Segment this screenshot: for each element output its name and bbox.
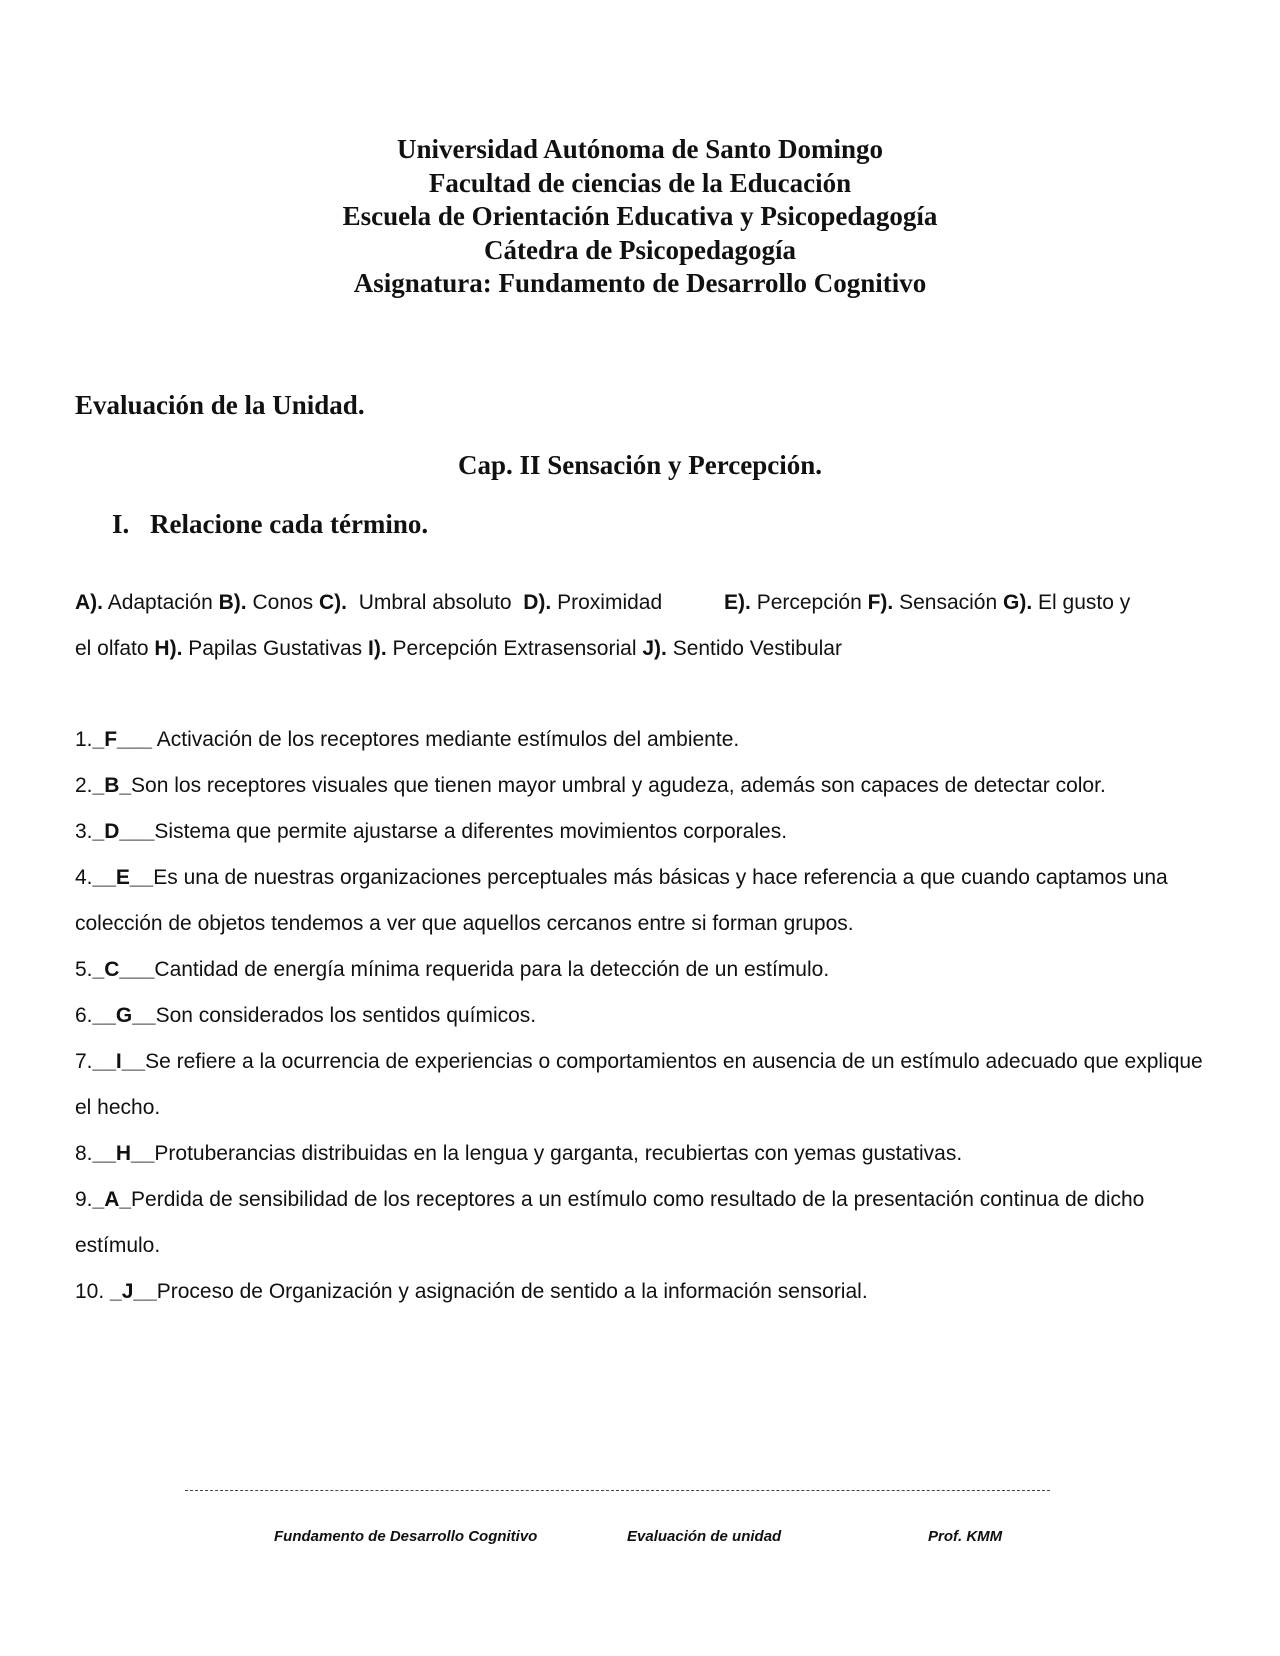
question-item: [75, 947, 1215, 993]
term-letter: F).: [867, 591, 894, 614]
term-text: Umbral absoluto: [358, 591, 512, 614]
question-number: 1.: [75, 728, 93, 751]
term-list: [75, 580, 1215, 672]
question-item: [75, 1269, 1215, 1315]
term-letter: B).: [218, 591, 247, 614]
question-number: 9.: [75, 1188, 93, 1211]
question-answer: _A_: [92, 1188, 132, 1211]
faculty-name: Facultad de ciencias de la Educación: [428, 167, 852, 198]
question-text: Perdida de sensibilidad de los receptores a un estímulo como resultado de la presentación continua de dicho estímulo.: [75, 1188, 1145, 1257]
question-answer: _D___: [92, 820, 155, 843]
question-number: 2.: [75, 774, 93, 797]
footer-course: Fundamento de Desarrollo Cognitivo: [274, 1528, 538, 1545]
term-letter: A).: [75, 591, 103, 614]
question-number: 7.: [75, 1050, 93, 1073]
term-letter: H).: [154, 637, 183, 660]
question-answer: _J__: [110, 1280, 157, 1303]
question-item: [75, 1177, 1215, 1269]
course-name: Asignatura: Fundamento de Desarrollo Cognitivo: [353, 268, 927, 298]
question-item: [75, 717, 1215, 763]
section-heading: [112, 509, 428, 540]
section-number: I.: [112, 509, 130, 539]
question-text: Se refiere a la ocurrencia de experiencias o comportamientos en ausencia de un estímulo adecuado que explique el hecho.: [75, 1050, 1203, 1119]
question-number: 3.: [75, 820, 93, 843]
term-text: Adaptación: [107, 591, 213, 614]
question-text: Son los receptores visuales que tienen mayor umbral y agudeza, además son capaces de detectar color.: [131, 774, 1106, 797]
department-name: Cátedra de Psicopedagogía: [484, 234, 796, 265]
term-letter: D).: [523, 591, 552, 614]
question-number: 4.: [75, 866, 93, 889]
question-item: [75, 1131, 1215, 1177]
question-item: [75, 763, 1215, 809]
chapter-title: Cap. II Sensación y Percepción.: [457, 450, 822, 480]
question-answer: __E__: [92, 866, 154, 889]
term-letter: G).: [1003, 591, 1033, 614]
question-answer: __I__: [92, 1050, 146, 1073]
question-text: Son considerados los sentidos químicos.: [155, 1004, 537, 1027]
term-text: Percepción Extrasensorial: [392, 637, 637, 660]
question-answer: __H__: [92, 1142, 155, 1165]
question-number: 10.: [75, 1280, 111, 1303]
question-text: Cantidad de energía mínima requerida para la detección de un estímulo.: [154, 958, 830, 981]
term-text: el olfato: [75, 637, 149, 660]
question-list: [75, 717, 1215, 1315]
footer-doc-type: Evaluación de unidad: [627, 1528, 782, 1545]
document-header: [0, 133, 1280, 301]
term-text: Conos: [252, 591, 314, 614]
question-number: 6.: [75, 1004, 93, 1027]
term-text: Proximidad: [557, 591, 663, 614]
question-text: Protuberancias distribuidas en la lengua y garganta, recubiertas con yemas gustativas.: [154, 1142, 963, 1165]
question-answer: _B_: [92, 774, 132, 797]
term-letter: I).: [368, 637, 387, 660]
term-text: Percepción: [756, 591, 862, 614]
evaluation-title: Evaluación de la Unidad.: [75, 390, 365, 420]
question-number: 8.: [75, 1142, 93, 1165]
term-text: Sentido Vestibular: [672, 637, 842, 660]
school-name: Escuela de Orientación Educativa y Psicopedagogía: [342, 201, 938, 231]
footer-professor: Prof. KMM: [928, 1528, 1003, 1545]
question-answer: _F___: [92, 728, 153, 751]
question-item: [75, 993, 1215, 1039]
term-letter: J).: [642, 637, 667, 660]
term-text: Sensación: [899, 591, 998, 614]
question-number: 5.: [75, 958, 93, 981]
term-list-line-1: [75, 580, 1215, 626]
term-list-line-2: [75, 626, 1215, 672]
question-item: [75, 1039, 1215, 1131]
section-title: Relacione cada término.: [150, 509, 429, 539]
question-item: [75, 809, 1215, 855]
term-text: El gusto y: [1038, 591, 1131, 614]
question-text: Es una de nuestras organizaciones perceptuales más básicas y hace referencia a que cuando captamos una colección de objetos tendemos a ver que aquellos cercanos entre si forman grupos.: [75, 866, 1168, 935]
question-answer: _C___: [92, 958, 155, 981]
term-letter: E).: [724, 591, 751, 614]
university-name: Universidad Autónoma de Santo Domingo: [396, 134, 884, 164]
question-answer: __G__: [92, 1004, 156, 1027]
question-text: Activación de los receptores mediante estímulos del ambiente.: [152, 728, 740, 751]
term-letter: C).: [319, 591, 348, 614]
question-item: [75, 855, 1215, 947]
footer-divider: [185, 1490, 1050, 1491]
term-text: Papilas Gustativas: [188, 637, 363, 660]
question-text: Sistema que permite ajustarse a diferentes movimientos corporales.: [154, 820, 788, 843]
question-text: Proceso de Organización y asignación de sentido a la información sensorial.: [156, 1280, 868, 1303]
